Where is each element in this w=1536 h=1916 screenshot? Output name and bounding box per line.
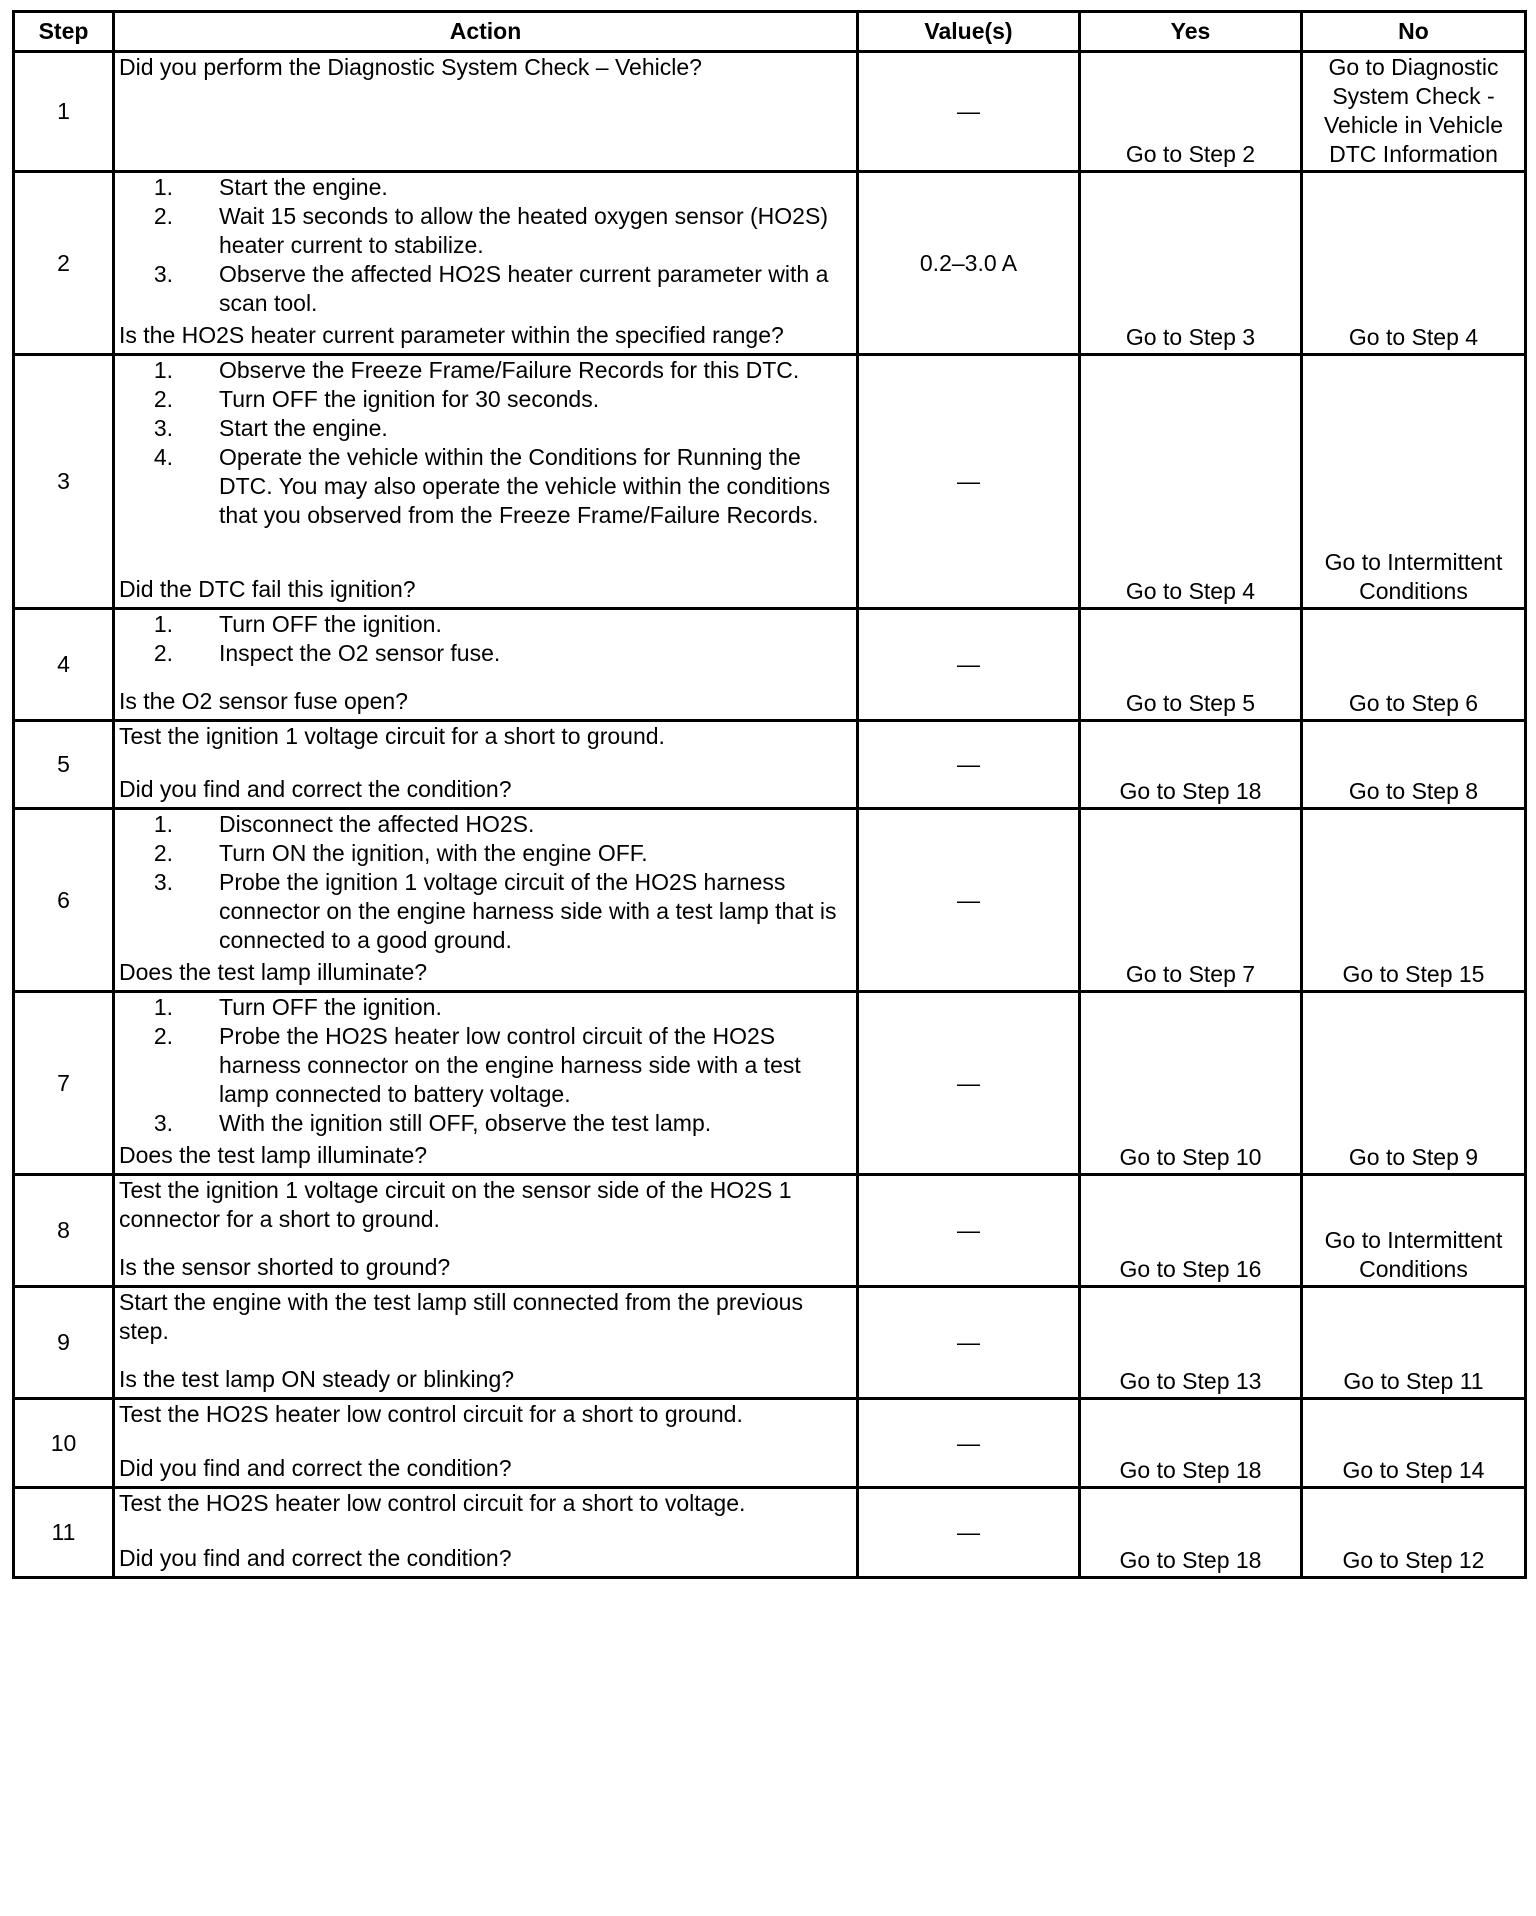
table-row — [14, 355, 1526, 609]
step-number: 3 — [14, 355, 114, 609]
action-instructions — [119, 1489, 852, 1518]
list-item-text: Turn ON the ignition, with the engine OFF. — [219, 840, 648, 866]
action-question: Did you find and correct the condition? — [119, 1455, 512, 1481]
action-content — [119, 356, 852, 604]
no-cell: Go to Diagnostic System Check - Vehicle in Vehicle DTC Information — [1302, 52, 1526, 172]
action-instructions — [119, 173, 852, 318]
action-intro: Did you perform the Diagnostic System Check – Vehicle? — [119, 54, 702, 80]
list-item-number: 3. — [153, 415, 173, 441]
list-item-number: 2. — [153, 640, 173, 666]
action-cell — [114, 721, 858, 809]
list-item-number: 3. — [153, 869, 173, 895]
header-values: Value(s) — [858, 12, 1080, 52]
header-step: Step — [14, 12, 114, 52]
list-item — [119, 202, 852, 260]
step-number: 1 — [14, 52, 114, 172]
action-instructions — [119, 356, 852, 530]
no-cell: Go to Step 14 — [1302, 1399, 1526, 1488]
action-question: Is the O2 sensor fuse open? — [119, 688, 408, 714]
list-item-number: 2. — [153, 203, 173, 229]
list-item-number: 2. — [153, 1023, 173, 1049]
action-intro: Start the engine with the test lamp still connected from the previous step. — [119, 1289, 803, 1344]
list-item-text: Start the engine. — [219, 174, 388, 200]
action-cell — [114, 1287, 858, 1399]
yes-cell: Go to Step 10 — [1080, 992, 1302, 1175]
action-cell — [114, 355, 858, 609]
table-row — [14, 609, 1526, 721]
action-content — [119, 1489, 852, 1573]
list-item-number: 3. — [153, 1110, 173, 1136]
action-content — [119, 173, 852, 350]
list-item-text: Turn OFF the ignition. — [219, 994, 442, 1020]
value-cell: 0.2–3.0 A — [858, 172, 1080, 355]
no-cell: Go to Step 6 — [1302, 609, 1526, 721]
action-cell — [114, 809, 858, 992]
no-cell: Go to Intermittent Conditions — [1302, 1175, 1526, 1287]
action-content — [119, 1400, 852, 1483]
list-item-text: With the ignition still OFF, observe the test lamp. — [219, 1110, 712, 1136]
step-number: 11 — [14, 1488, 114, 1578]
list-item-number: 2. — [153, 386, 173, 412]
action-instructions — [119, 993, 852, 1138]
action-intro: Test the ignition 1 voltage circuit on the sensor side of the HO2S 1 connector for a short to ground. — [119, 1177, 792, 1232]
action-content — [119, 810, 852, 987]
table-row — [14, 1287, 1526, 1399]
list-item-text: Turn OFF the ignition for 30 seconds. — [219, 386, 600, 412]
action-question: Does the test lamp illuminate? — [119, 1142, 428, 1168]
list-item — [119, 810, 852, 839]
yes-cell: Go to Step 18 — [1080, 1399, 1302, 1488]
no-cell: Go to Step 15 — [1302, 809, 1526, 992]
action-cell — [114, 609, 858, 721]
value-cell: — — [858, 1287, 1080, 1399]
yes-cell: Go to Step 16 — [1080, 1175, 1302, 1287]
list-item-number: 4. — [153, 444, 173, 470]
list-item — [119, 610, 852, 639]
value-cell: — — [858, 355, 1080, 609]
no-cell: Go to Step 11 — [1302, 1287, 1526, 1399]
list-item — [119, 414, 852, 443]
action-cell — [114, 1175, 858, 1287]
yes-cell: Go to Step 4 — [1080, 355, 1302, 609]
action-cell — [114, 1488, 858, 1578]
list-item-text: Turn OFF the ignition. — [219, 611, 442, 637]
value-cell: — — [858, 809, 1080, 992]
action-steps-list — [119, 173, 852, 318]
action-instructions — [119, 610, 852, 668]
action-cell — [114, 172, 858, 355]
list-item-text: Operate the vehicle within the Conditions for Running the DTC. You may also operate the vehicle within the conditions that you observed from the Freeze Frame/Failure Records. — [219, 444, 831, 528]
list-item-number: 1. — [153, 994, 173, 1020]
yes-cell: Go to Step 18 — [1080, 721, 1302, 809]
list-item — [119, 1022, 852, 1109]
list-item-text: Probe the ignition 1 voltage circuit of the HO2S harness connector on the engine harness side with a test lamp that is connected to a good ground. — [219, 869, 837, 953]
table-row — [14, 1488, 1526, 1578]
action-instructions — [119, 1288, 852, 1346]
action-steps-list — [119, 810, 852, 955]
action-content — [119, 610, 852, 716]
action-instructions — [119, 1400, 852, 1429]
diagnostic-table-container — [12, 10, 1524, 1579]
action-question: Does the test lamp illuminate? — [119, 959, 428, 985]
action-question: Did you find and correct the condition? — [119, 776, 512, 802]
action-cell — [114, 52, 858, 172]
list-item — [119, 839, 852, 868]
list-item-text: Probe the HO2S heater low control circuit of the HO2S harness connector on the engine harness side with a test lamp connected to battery voltage. — [219, 1023, 801, 1107]
header-action: Action — [114, 12, 858, 52]
value-cell: — — [858, 52, 1080, 172]
action-steps-list — [119, 610, 852, 668]
list-item-text: Observe the Freeze Frame/Failure Records for this DTC. — [219, 357, 800, 383]
list-item-text: Inspect the O2 sensor fuse. — [219, 640, 501, 666]
header-no: No — [1302, 12, 1526, 52]
list-item-number: 1. — [153, 357, 173, 383]
no-cell: Go to Step 8 — [1302, 721, 1526, 809]
value-cell: — — [858, 609, 1080, 721]
list-item-text: Start the engine. — [219, 415, 388, 441]
no-cell: Go to Step 12 — [1302, 1488, 1526, 1578]
action-question: Did the DTC fail this ignition? — [119, 576, 416, 602]
step-number: 10 — [14, 1399, 114, 1488]
step-number: 5 — [14, 721, 114, 809]
action-question: Did you find and correct the condition? — [119, 1545, 512, 1571]
action-question: Is the sensor shorted to ground? — [119, 1254, 451, 1280]
value-cell: — — [858, 1488, 1080, 1578]
action-steps-list — [119, 356, 852, 530]
list-item-number: 3. — [153, 261, 173, 287]
step-number: 2 — [14, 172, 114, 355]
action-cell — [114, 992, 858, 1175]
value-cell: — — [858, 1399, 1080, 1488]
action-instructions — [119, 1176, 852, 1234]
no-cell: Go to Step 9 — [1302, 992, 1526, 1175]
action-content — [119, 1288, 852, 1394]
list-item — [119, 639, 852, 668]
yes-cell: Go to Step 18 — [1080, 1488, 1302, 1578]
action-instructions — [119, 722, 852, 751]
action-instructions — [119, 53, 852, 82]
list-item — [119, 993, 852, 1022]
action-question: Is the test lamp ON steady or blinking? — [119, 1366, 515, 1392]
table-row — [14, 992, 1526, 1175]
yes-cell: Go to Step 13 — [1080, 1287, 1302, 1399]
action-intro: Test the ignition 1 voltage circuit for a short to ground. — [119, 723, 665, 749]
list-item — [119, 443, 852, 530]
yes-cell: Go to Step 2 — [1080, 52, 1302, 172]
step-number: 8 — [14, 1175, 114, 1287]
action-content — [119, 993, 852, 1170]
table-row — [14, 172, 1526, 355]
action-intro: Test the HO2S heater low control circuit for a short to ground. — [119, 1401, 743, 1427]
step-number: 9 — [14, 1287, 114, 1399]
yes-cell: Go to Step 5 — [1080, 609, 1302, 721]
action-content — [119, 53, 852, 149]
list-item-number: 1. — [153, 811, 173, 837]
table-row — [14, 721, 1526, 809]
no-cell: Go to Step 4 — [1302, 172, 1526, 355]
header-row — [14, 12, 1526, 52]
step-number: 4 — [14, 609, 114, 721]
list-item — [119, 260, 852, 318]
yes-cell: Go to Step 3 — [1080, 172, 1302, 355]
header-yes: Yes — [1080, 12, 1302, 52]
list-item — [119, 1109, 852, 1138]
value-cell: — — [858, 721, 1080, 809]
action-steps-list — [119, 993, 852, 1138]
action-instructions — [119, 810, 852, 955]
list-item-number: 1. — [153, 174, 173, 200]
table-row — [14, 1175, 1526, 1287]
value-cell: — — [858, 1175, 1080, 1287]
step-number: 7 — [14, 992, 114, 1175]
table-row — [14, 52, 1526, 172]
yes-cell: Go to Step 7 — [1080, 809, 1302, 992]
action-content — [119, 722, 852, 804]
diagnostic-table — [12, 10, 1527, 1579]
list-item-number: 1. — [153, 611, 173, 637]
table-row — [14, 809, 1526, 992]
action-intro: Test the HO2S heater low control circuit for a short to voltage. — [119, 1490, 746, 1516]
action-cell — [114, 1399, 858, 1488]
step-number: 6 — [14, 809, 114, 992]
no-cell: Go to Intermittent Conditions — [1302, 355, 1526, 609]
table-body — [14, 52, 1526, 1578]
list-item — [119, 385, 852, 414]
list-item-text: Wait 15 seconds to allow the heated oxygen sensor (HO2S) heater current to stabilize. — [219, 203, 828, 258]
list-item — [119, 356, 852, 385]
list-item-text: Disconnect the affected HO2S. — [219, 811, 535, 837]
action-question: Is the HO2S heater current parameter within the specified range? — [119, 322, 784, 348]
list-item — [119, 868, 852, 955]
action-content — [119, 1176, 852, 1282]
value-cell: — — [858, 992, 1080, 1175]
list-item-number: 2. — [153, 840, 173, 866]
list-item — [119, 173, 852, 202]
list-item-text: Observe the affected HO2S heater current parameter with a scan tool. — [219, 261, 829, 316]
table-row — [14, 1399, 1526, 1488]
